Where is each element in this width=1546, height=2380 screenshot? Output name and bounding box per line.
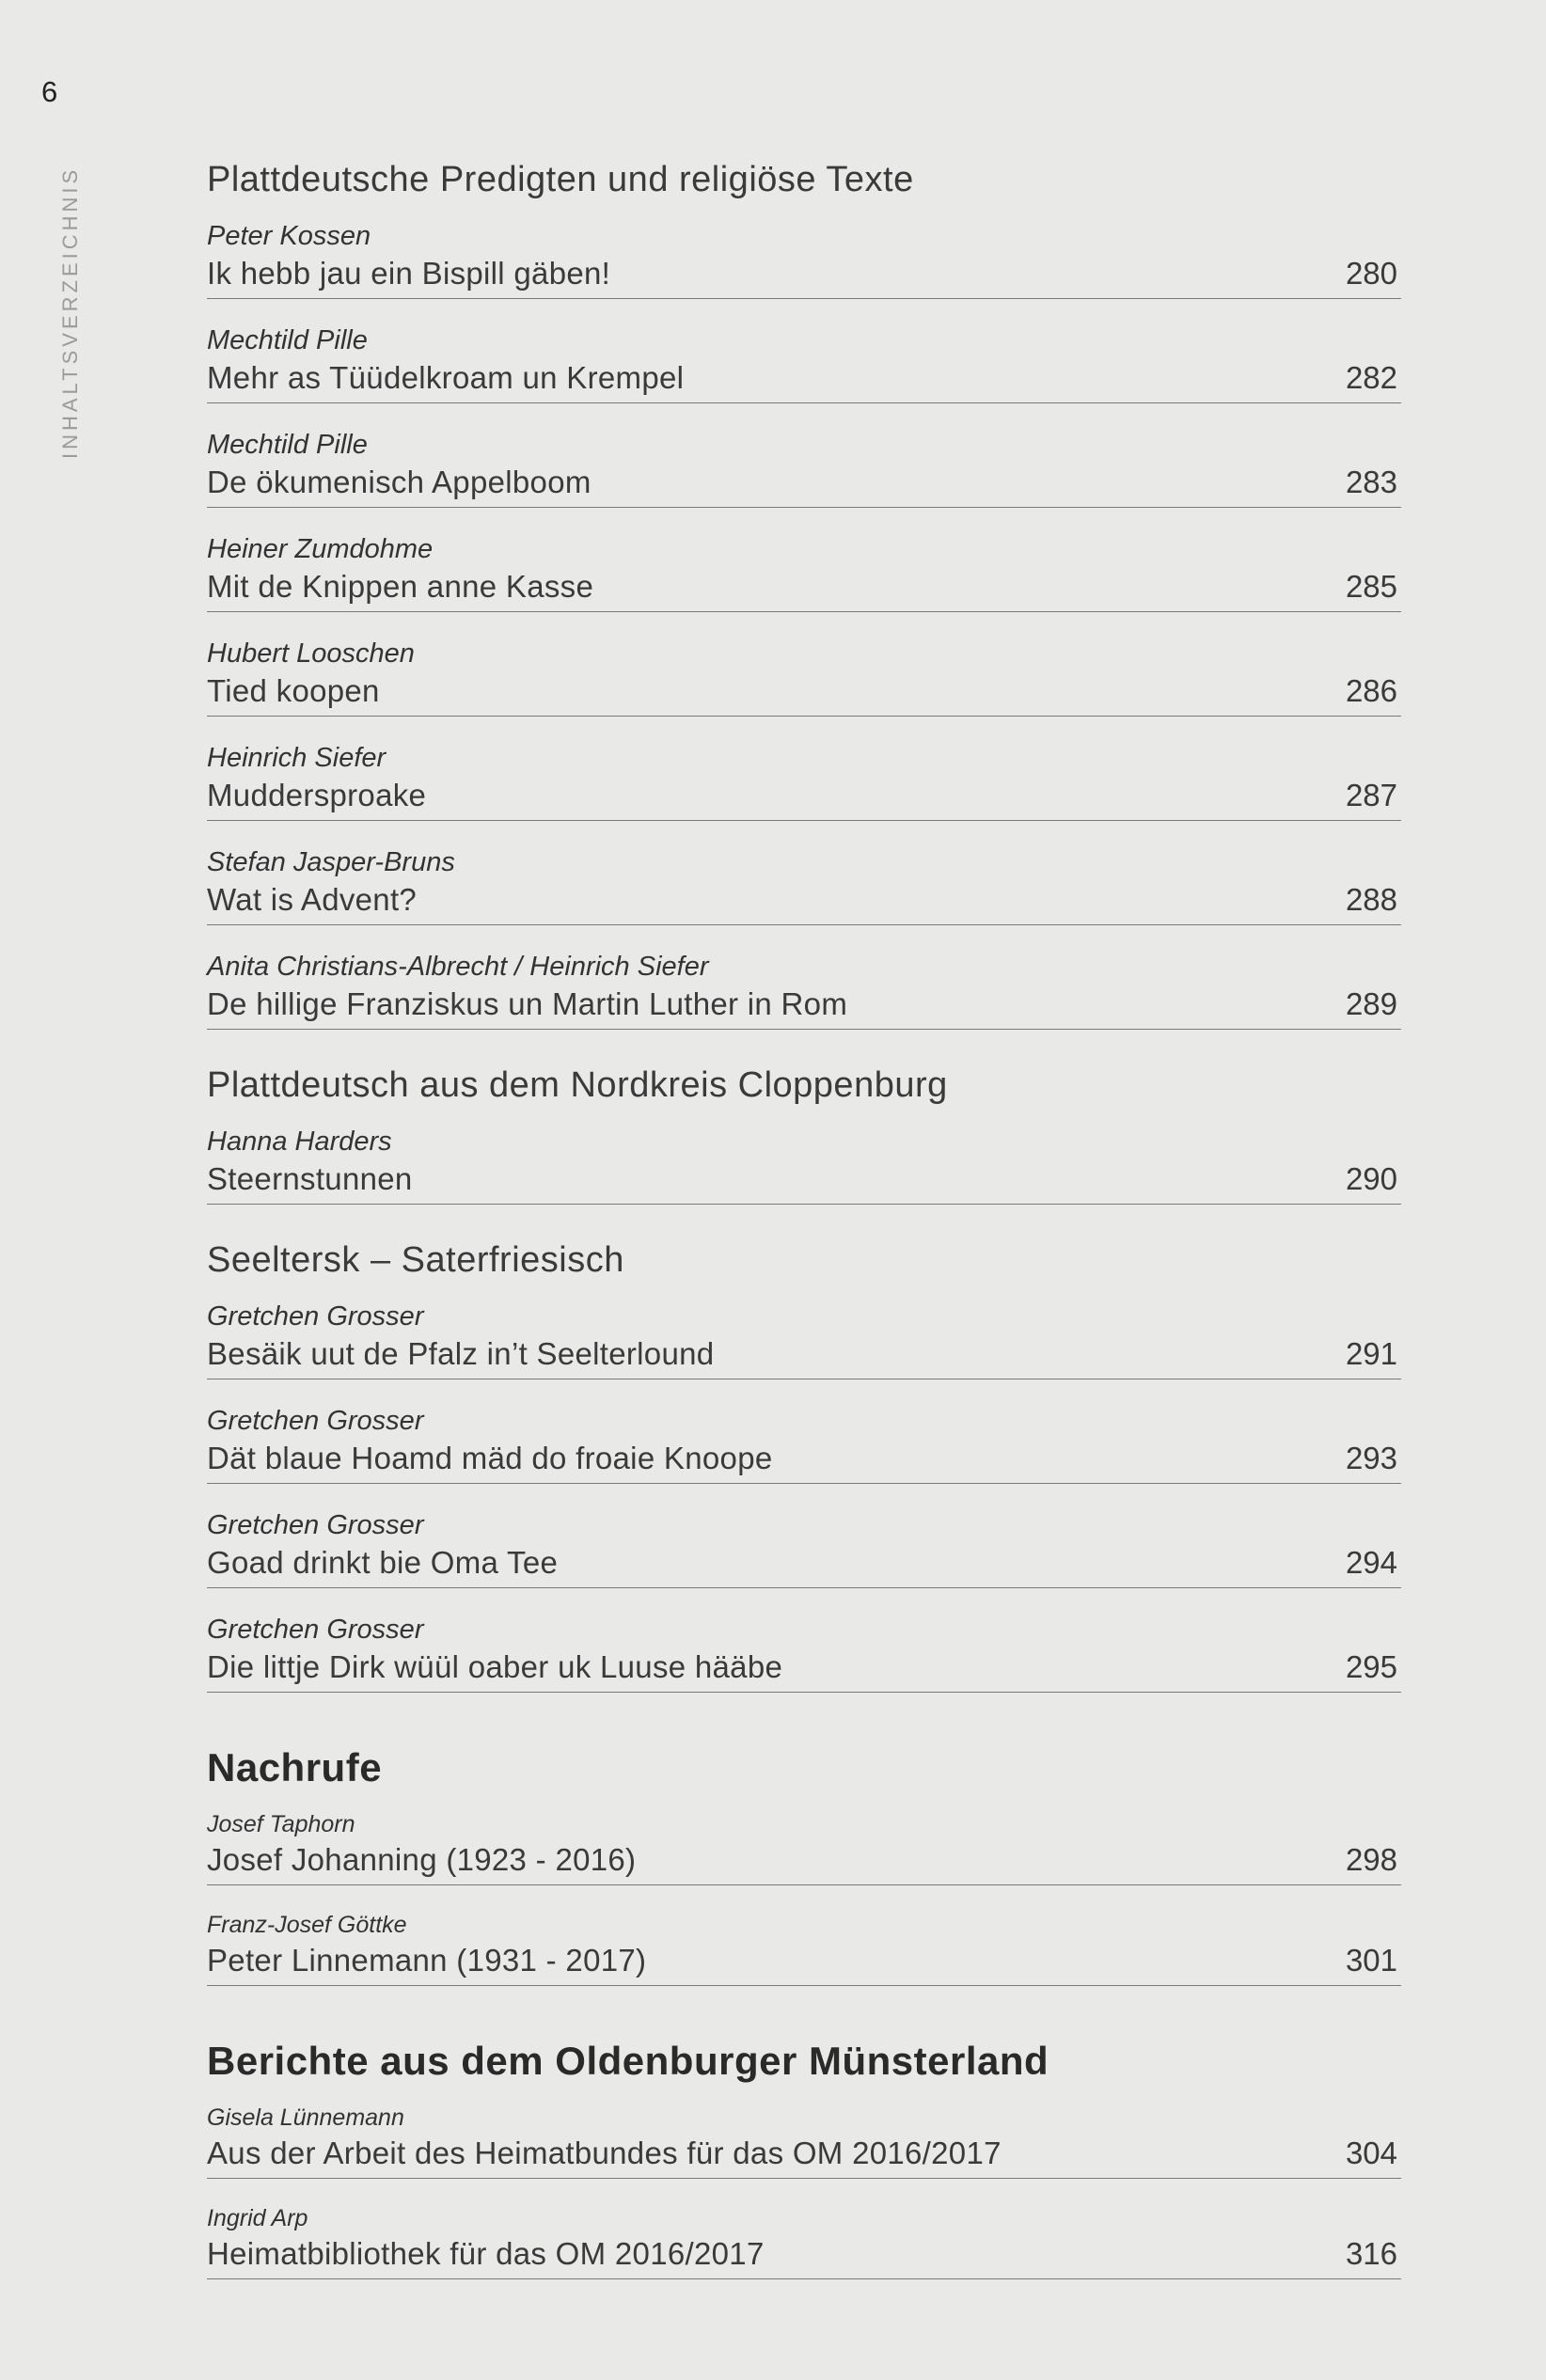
entry-author: Josef Taphorn <box>207 1811 355 1837</box>
table-of-contents <box>207 160 1401 2315</box>
entry-page: 295 <box>1345 1649 1397 1684</box>
toc-entry <box>207 739 1401 821</box>
entry-title: Mehr as Tüüdelkroam un Krempel <box>207 360 685 395</box>
entry-title: Steernstunnen <box>207 1161 413 1196</box>
entry-title: Josef Johanning (1923 - 2016) <box>207 1842 637 1877</box>
entry-author: Hubert Looschen <box>207 638 415 669</box>
entry-title: Ik hebb jau ein Bispill gäben! <box>207 256 611 291</box>
entry-author: Gretchen Grosser <box>207 1615 424 1645</box>
entry-title: Muddersproake <box>207 778 427 812</box>
entry-author: Mechtild Pille <box>207 325 368 355</box>
toc-section <box>207 160 1401 1030</box>
toc-entry <box>207 1402 1401 1484</box>
entry-author: Mechtild Pille <box>207 430 368 460</box>
entry-title: De ökumenisch Appelboom <box>207 465 592 499</box>
entry-title: Mit de Knippen anne Kasse <box>207 569 594 604</box>
section-title: Nachrufe <box>207 1745 383 1789</box>
toc-entry <box>207 1506 1401 1588</box>
entry-author: Franz-Josef Göttke <box>207 1912 407 1938</box>
toc-entry <box>207 2101 1401 2179</box>
entry-author: Heinrich Siefer <box>207 743 386 773</box>
page-number: 6 <box>41 75 58 108</box>
entry-page: 283 <box>1345 465 1397 499</box>
entry-title: Die littje Dirk wüül oaber uk Luuse hääbe <box>207 1649 783 1684</box>
section-title: Berichte aus dem Oldenburger Münsterland <box>207 2039 1049 2083</box>
entry-page: 294 <box>1345 1545 1397 1580</box>
entry-page: 298 <box>1345 1842 1397 1877</box>
toc-entry <box>207 322 1401 403</box>
entry-page: 285 <box>1345 569 1397 604</box>
section-title: Seeltersk – Saterfriesisch <box>207 1240 624 1280</box>
entry-title: Wat is Advent? <box>207 882 418 917</box>
entry-page: 316 <box>1345 2236 1397 2271</box>
entry-author: Ingrid Arp <box>207 2205 308 2231</box>
entry-author: Gretchen Grosser <box>207 1510 424 1540</box>
entry-title: Heimatbibliothek für das OM 2016/2017 <box>207 2236 765 2271</box>
toc-section <box>207 1240 1401 1693</box>
entry-page: 286 <box>1345 673 1397 708</box>
entry-page: 290 <box>1345 1161 1397 1196</box>
entry-author: Stefan Jasper-Bruns <box>207 847 455 877</box>
entry-author: Anita Christians-Albrecht / Heinrich Siefer <box>207 952 709 982</box>
entry-page: 293 <box>1345 1441 1397 1475</box>
entry-author: Heiner Zumdohme <box>207 534 434 564</box>
entry-title: Tied koopen <box>207 673 380 708</box>
toc-section <box>207 2039 1401 2279</box>
entry-author: Peter Kossen <box>207 221 371 251</box>
section-title: Plattdeutsch aus dem Nordkreis Cloppenburg <box>207 1065 948 1105</box>
toc-section <box>207 1065 1401 1205</box>
entry-title: Besäik uut de Pfalz in’t Seelterlound <box>207 1336 715 1371</box>
toc-entry <box>207 1611 1401 1693</box>
toc-entry <box>207 530 1401 612</box>
entry-page: 304 <box>1345 2136 1397 2170</box>
entry-title: Dät blaue Hoamd mäd do froaie Knoope <box>207 1441 773 1475</box>
toc-entry <box>207 843 1401 925</box>
toc-entry <box>207 426 1401 508</box>
toc-entry <box>207 1908 1401 1986</box>
section-title: Plattdeutsche Predigten und religiöse Texte <box>207 160 914 199</box>
side-label: INHALTSVERZEICHNIS <box>58 165 82 459</box>
entry-page: 301 <box>1345 1943 1397 1978</box>
toc-section <box>207 1745 1401 1986</box>
entry-page: 288 <box>1345 882 1397 917</box>
toc-entry <box>207 635 1401 717</box>
entry-author: Gretchen Grosser <box>207 1406 424 1436</box>
entry-page: 289 <box>1345 986 1397 1021</box>
entry-page: 280 <box>1345 256 1397 291</box>
entry-page: 282 <box>1345 360 1397 395</box>
entry-title: Goad drinkt bie Oma Tee <box>207 1545 559 1580</box>
toc-entry <box>207 217 1401 299</box>
entry-author: Hanna Harders <box>207 1127 392 1157</box>
entry-page: 287 <box>1345 778 1397 812</box>
entry-title: Aus der Arbeit des Heimatbundes für das OM 2016/2017 <box>207 2136 1002 2170</box>
entry-page: 291 <box>1345 1336 1397 1371</box>
entry-title: De hillige Franziskus un Martin Luther in Rom <box>207 986 848 1021</box>
entry-author: Gisela Lünnemann <box>207 2104 404 2131</box>
entry-author: Gretchen Grosser <box>207 1301 424 1332</box>
toc-entry <box>207 1123 1401 1205</box>
entry-title: Peter Linnemann (1931 - 2017) <box>207 1943 647 1978</box>
toc-entry <box>207 2201 1401 2279</box>
toc-entry <box>207 948 1401 1030</box>
toc-entry <box>207 1298 1401 1379</box>
toc-entry <box>207 1807 1401 1885</box>
